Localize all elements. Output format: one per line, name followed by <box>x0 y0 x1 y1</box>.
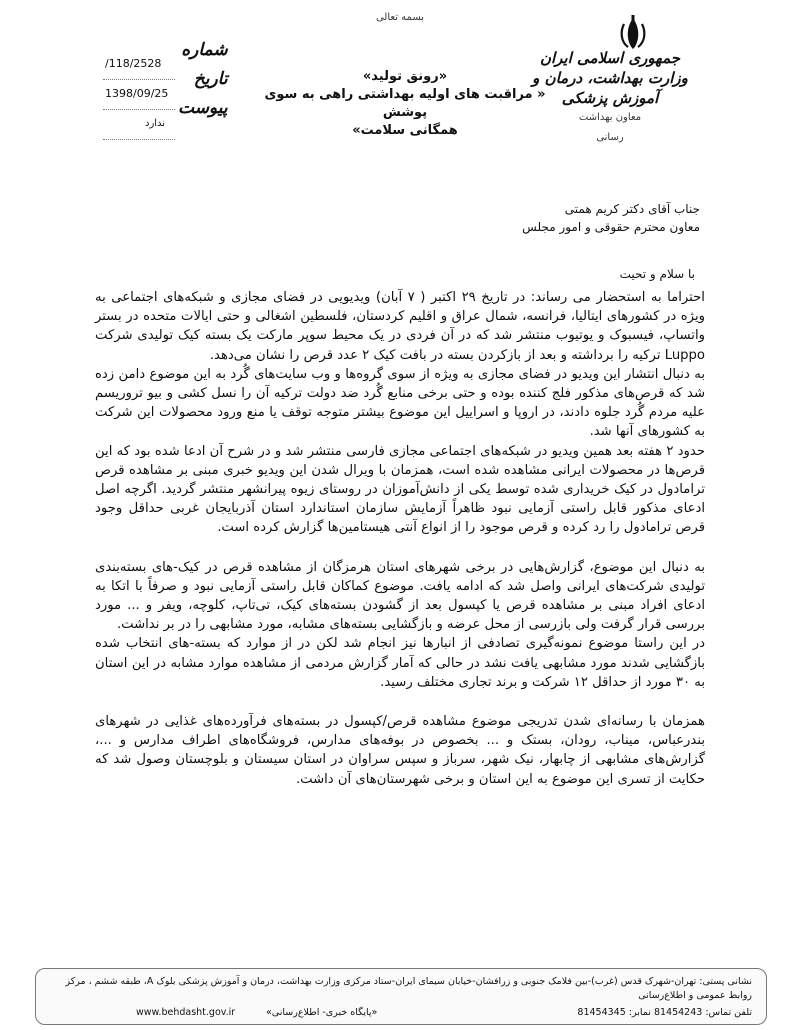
ministry-line-1: جمهوری اسلامی ایران <box>539 49 681 67</box>
footer-address: نشانی پستی: تهران-شهرک قدس (غرب)-بین فلامک جنوبی و زرافشان-خیابان سیمای ایران-ستاد مرکزی وزارت بهداشت، درمان و آموزش پزشکی بلوک A، طبقه ششم ، مرکز روابط عمومی و اطلاع‌رسانی <box>65 976 752 1001</box>
slogan-line-2: « مراقبت های اولیه بهداشتی راهی به سوی پوشش <box>264 87 546 120</box>
body-paragraph-5: در این راستا موضوع نمونه‌گیری تصادفی از انبارها نیز انجام شد لکن در از موارد که بسته-های انتخاب شده بازگشایی شدند مورد مشابهی یافت نشد در حالی که آمار گزارش مردمی از مشاهده موارد مشابه در این استان به ۳۰ مورد از حداقل ۱۲ شرکت و برند تجاری مختلف رسید. <box>95 636 705 690</box>
body-paragraph-2: به دنبال انتشار این ویدیو در فضای مجازی به ویژه از سوی گروه‌ها و وب سایت‌های گُرد به این موضوع دامن زده شد که قرص‌های مذکور فلج کننده بوده و حتی برخی منابع گُرد ضد دولت ترکیه آن را نسل کشی و بیو تروریسم علیه مردم گُرد جلوه دادند، در اروپا و اسراییل این موضوع بیشتر متوجه توقف یا منع ورود محصولات این شرکت به کشورهای آنها شد. <box>95 366 705 440</box>
number-value: /118/2528 <box>105 57 162 70</box>
bismillah-heading: بسمه تعالی <box>375 12 425 23</box>
slogan-line-3: همگانی سلامت» <box>352 123 458 138</box>
ministry-sub-1: معاون بهداشت <box>578 112 642 123</box>
date-value: 1398/09/25 <box>105 87 169 100</box>
attachment-value: ندارد <box>145 118 166 129</box>
attachment-label: پیوست <box>178 98 228 118</box>
addressee-block <box>522 200 700 236</box>
slogan-block <box>255 68 555 140</box>
letter-body <box>95 288 705 789</box>
attachment-field <box>103 110 175 140</box>
footer-contact: تلفن تماس: 81454243 نمابر: 81454345 <box>577 1007 752 1018</box>
ministry-line-2: وزارت بهداشت، درمان و آموزش پزشکی <box>532 69 688 107</box>
date-field <box>103 80 175 110</box>
ministry-sub-2: رسانی <box>596 132 624 143</box>
body-paragraph-4: به دنبال این موضوع، گزارش‌هایی در برخی شهرهای استان هرمزگان از مشاهده قرص در کیک-های بسته‌بندی تولیدی شرکت‌های ایرانی واصل شد که ادامه یافت. موضوع کماکان قابل راستی آزمایی نبود و صرفاً با اتکا به ادعای افراد مبنی بر مشاهده قرص یا کپسول بعد از گشودن بسته‌های کیک، تی‌تاپ، کلوچه، ویفر و ... مورد بررسی قرار گرفت ولی بازرسی از محل عرضه و بازگشایی بسته‌های مشابه، مورد مشابهی را در بر نداشت. <box>95 559 705 633</box>
body-paragraph-6: همزمان با رسانه‌ای شدن تدریجی موضوع مشاهده قرص/کپسول در بسته‌های فرآورده‌های غذایی در شهرهای بندرعباس، میناب، رودان، بستک و ... بخصوص در بوفه‌های مدارس، فروشگاه‌های اطراف مدارس و ...، گزارش‌های مشابهی از چابهار، نیک شهر، سرباز و سپس سراوان در استان سیستان و بلوچستان وصول شد که حکایت از تسری این موضوع به این استان و برخی شهرستان‌های آن داشت. <box>95 714 705 787</box>
body-paragraph-3: حدود ۲ هفته بعد همین ویدیو در شبکه‌های اجتماعی مجازی فارسی منتشر شد و در شرح آن ادعا شده بود که این قرص‌ها در محصولات ایرانی مشاهده شده است، همزمان با ویرال شدن این ویدیو خبری مبنی بر مشاهده قرص ترامادول در کیک خریداری شده توسط یکی از دانش‌آموزان در روستای زیوه پیرانشهر منتشر گردید. اگرچه اصل ادعای مذکور قابل راستی آزمایی نبود ظاهراً آزمایش سازمان استاندارد استان آذربایجان غربی حداقل وجود قرص ترامادول را رد کرده و قرص موجود را از انواع آنتی هیستامین‌ها گزارش کرده است. <box>95 443 705 536</box>
addressee-title: معاون محترم حقوقی و امور مجلس <box>522 220 700 234</box>
date-label: تاریخ <box>193 69 228 89</box>
number-field <box>103 50 175 80</box>
greeting: با سلام و تحیت <box>619 267 695 281</box>
footer-website-link[interactable]: www.behdasht.gov.ir <box>136 1007 236 1018</box>
letter-footer <box>35 968 767 1025</box>
iran-emblem-icon <box>616 14 650 52</box>
letter-meta-values <box>103 50 175 140</box>
footer-news-portal: «پایگاه خبری- اطلاع‌رسانی» <box>266 1007 378 1018</box>
body-paragraph-1: احتراما به استحضار می رساند: در تاریخ ۲۹ اکتبر ( ۷ آبان) ویدیویی در فضای مجازی و شبکه‌های اجتماعی به ویژه در کشورهای ایتالیا، فرانسه، شمال عراق و اقلیم کردستان، فلسطین اشغالی و حتی ایالات متحده در بستر واتساپ، فیسبوک و یوتیوب منتشر شد که در آن فردی در یک محیط سوپر مارکت یک بسته کیک تولیدی شرکت Luppo ترکیه را برداشته و بعد از بازکردن بسته در بافت کیک ۲ عدد قرص را نشان می‌دهد. <box>95 290 705 363</box>
slogan-line-1: «رونق تولید» <box>362 69 448 84</box>
addressee-name: جناب آقای دکتر کریم همتی <box>564 202 700 216</box>
letter-meta-labels <box>178 36 228 123</box>
number-label: شماره <box>181 40 228 60</box>
